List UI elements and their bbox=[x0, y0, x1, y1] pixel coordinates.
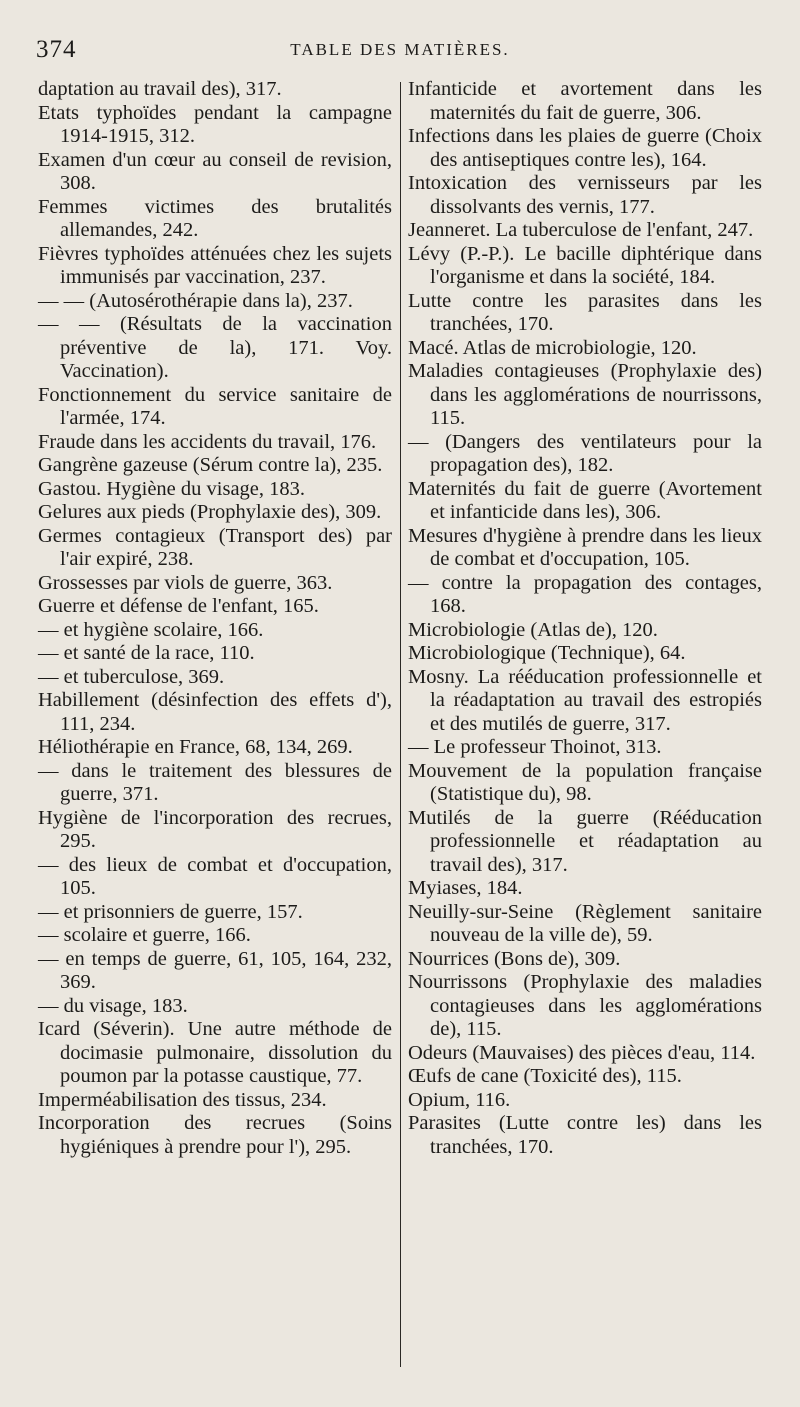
index-entry: Fonctionnement du service sanitaire de l'armée, 174. bbox=[38, 383, 392, 429]
index-entry: — en temps de guerre, 61, 105, 164, 232, 369. bbox=[38, 947, 392, 993]
index-entry: Femmes victimes des brutalités allemandes, 242. bbox=[38, 195, 392, 241]
index-entry: — Le professeur Thoinot, 313. bbox=[408, 736, 662, 758]
index-entry: Mesures d'hygiène à prendre dans les lieux de combat et d'occupation, 105. bbox=[408, 524, 762, 570]
index-column-right bbox=[408, 78, 762, 1159]
index-entry: Guerre et défense de l'enfant, 165. bbox=[38, 595, 319, 617]
index-column-left bbox=[38, 78, 392, 1159]
index-entry: Icard (Séverin). Une autre méthode de docimasie pulmonaire, dissolution du poumon par la potasse caustique, 77. bbox=[38, 1018, 392, 1087]
index-entry: Parasites (Lutte contre les) dans les tranchées, 170. bbox=[408, 1112, 762, 1158]
index-entry: — et hygiène scolaire, 166. bbox=[38, 618, 264, 641]
index-entry: Grossesses par viols de guerre, 363. bbox=[38, 571, 333, 594]
running-title: TABLE DES MATIÈRES. bbox=[290, 40, 510, 59]
index-entry: — et tuberculose, 369. bbox=[38, 665, 225, 688]
index-entry: Infanticide et avortement dans les maternités du fait de guerre, 306. bbox=[408, 78, 762, 124]
index-entry: Intoxication des vernisseurs par les dissolvants des vernis, 177. bbox=[408, 172, 762, 218]
index-entry: Myiases, 184. bbox=[408, 877, 523, 899]
index-entry: — et santé de la race, 110. bbox=[38, 642, 255, 664]
index-entry: — contre la propagation des contages, 168. bbox=[408, 571, 762, 617]
index-entry: Jeanneret. La tuberculose de l'enfant, 247. bbox=[408, 219, 754, 241]
index-entry: daptation au travail des), 317. bbox=[38, 78, 282, 100]
page-number: 374 bbox=[36, 36, 77, 63]
index-entry: Gangrène gazeuse (Sérum contre la), 235. bbox=[38, 454, 383, 476]
index-entry: Nourrissons (Prophylaxie des maladies contagieuses dans les agglomérations de), 115. bbox=[408, 971, 762, 1040]
index-entry: Lutte contre les parasites dans les tranchées, 170. bbox=[408, 289, 762, 335]
index-entry: Nourrices (Bons de), 309. bbox=[408, 947, 621, 970]
index-entry: Neuilly-sur-Seine (Règlement sanitaire nouveau de la ville de), 59. bbox=[408, 900, 762, 946]
index-entry: Gelures aux pieds (Prophylaxie des), 309. bbox=[38, 501, 382, 523]
index-entry: Imperméabilisation des tissus, 234. bbox=[38, 1088, 327, 1111]
index-entry: Héliothérapie en France, 68, 134, 269. bbox=[38, 736, 353, 758]
index-entry: — scolaire et guerre, 166. bbox=[38, 924, 251, 946]
index-entry: Microbiologique (Technique), 64. bbox=[408, 642, 686, 664]
index-entry: Maladies contagieuses (Prophylaxie des) dans les agglomérations de nourrissons, 115. bbox=[408, 360, 762, 429]
index-entry: Œufs de cane (Toxicité des), 115. bbox=[408, 1065, 682, 1087]
index-entry: Hygiène de l'incorporation des recrues, 295. bbox=[38, 806, 392, 852]
index-entry: — — (Autosérothérapie dans la), 237. bbox=[38, 289, 353, 312]
index-entry: — du visage, 183. bbox=[38, 994, 188, 1017]
index-entry: Habillement (désinfection des effets d'), 111, 234. bbox=[38, 689, 392, 735]
index-entry: Examen d'un cœur au conseil de revision, 308. bbox=[38, 148, 392, 194]
index-entry: Mutilés de la guerre (Rééducation professionnelle et réadaptation au travail des), 317. bbox=[408, 806, 762, 876]
index-entry: Germes contagieux (Transport des) par l'air expiré, 238. bbox=[38, 524, 392, 570]
index-entry: Maternités du fait de guerre (Avortement et infanticide dans les), 306. bbox=[408, 477, 762, 523]
page-header bbox=[36, 36, 764, 66]
index-entry: — — (Résultats de la vaccination préventive de la), 171. Voy. Vaccination). bbox=[38, 313, 392, 382]
index-entry: Etats typhoïdes pendant la campagne 1914-1915, 312. bbox=[38, 101, 392, 147]
index-entry: Fraude dans les accidents du travail, 176. bbox=[38, 430, 377, 453]
index-entry: Incorporation des recrues (Soins hygiéniques à prendre pour l'), 295. bbox=[38, 1112, 392, 1158]
index-entry: Mouvement de la population française (Statistique du), 98. bbox=[408, 759, 762, 805]
index-entry: — et prisonniers de guerre, 157. bbox=[38, 900, 303, 923]
index-entry: — dans le traitement des blessures de guerre, 371. bbox=[38, 759, 392, 805]
index-entry: — des lieux de combat et d'occupation, 105. bbox=[38, 853, 392, 899]
column-divider bbox=[400, 82, 401, 1367]
index-entry: Microbiologie (Atlas de), 120. bbox=[408, 618, 658, 641]
index-entry: Gastou. Hygiène du visage, 183. bbox=[38, 477, 306, 500]
index-entry: Odeurs (Mauvaises) des pièces d'eau, 114. bbox=[408, 1041, 756, 1064]
index-entry: — (Dangers des ventilateurs pour la propagation des), 182. bbox=[408, 430, 762, 476]
index-entry: Macé. Atlas de microbiologie, 120. bbox=[408, 336, 697, 359]
index-entry: Lévy (P.-P.). Le bacille diphtérique dans l'organisme et dans la société, 184. bbox=[408, 242, 762, 288]
index-entry: Infections dans les plaies de guerre (Choix des antiseptiques contre les), 164. bbox=[408, 125, 762, 171]
index-entry: Mosny. La rééducation professionnelle et la réadaptation au travail des estropiés et des mutilés de guerre, 317. bbox=[408, 665, 762, 735]
index-entry: Opium, 116. bbox=[408, 1088, 511, 1111]
index-entry: Fièvres typhoïdes atténuées chez les sujets immunisés par vaccination, 237. bbox=[38, 242, 392, 288]
